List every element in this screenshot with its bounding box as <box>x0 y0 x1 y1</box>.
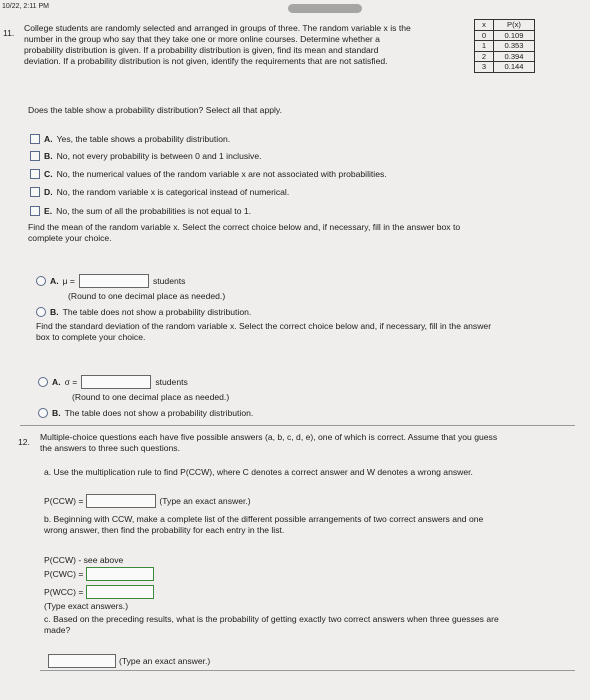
question-line: box to complete your choice. <box>36 332 146 342</box>
choice-text: No, not every probability is between 0 and 1 inclusive. <box>56 151 262 161</box>
table-cell-px: 0.394 <box>494 51 535 62</box>
redaction-blot <box>288 4 362 13</box>
exact-answer-note: (Type an exact answer.) <box>159 496 251 506</box>
q11-prompt-line: deviation. If a probability distribution is not given, identify the requirements that are not satisfied. <box>24 56 388 66</box>
table-row <box>475 41 535 52</box>
q12-part-c-text <box>44 614 574 636</box>
choice-letter: E. <box>44 206 53 216</box>
unit-label: students <box>155 377 188 387</box>
q11-part1-question: Does the table show a probability distribution? Select all that apply. <box>28 105 282 115</box>
q11-prompt-line: probability distribution is given. If a probability distribution is given, find its mean and standard <box>24 45 379 55</box>
pccw-label: P(CCW) = <box>44 496 84 506</box>
choice-letter: B. <box>44 151 53 161</box>
checkbox[interactable] <box>30 206 40 216</box>
choice-text: The table does not show a probability distribution. <box>64 408 254 418</box>
timestamp: 10/22, 2:11 PM <box>2 3 49 10</box>
part-c-line: made? <box>44 625 71 635</box>
sd-choice-a-row[interactable] <box>38 375 188 389</box>
q12-prompt-line: Multiple-choice questions each have five possible answers (a, b, c, d, e), one of which is correct. Assume that you guess <box>40 432 498 442</box>
choice-d-checkbox-row[interactable] <box>30 187 289 197</box>
choice-text: No, the numerical values of the random variable x are not associated with probabilities. <box>56 169 387 179</box>
pccw-see-above: P(CCW) - see above <box>44 555 124 565</box>
table-header-row <box>475 20 535 31</box>
round-note: (Round to one decimal place as needed.) <box>68 291 226 301</box>
q12-prompt <box>40 432 570 454</box>
table-row <box>475 30 535 41</box>
checkbox[interactable] <box>30 187 40 197</box>
sigma-symbol: σ = <box>64 377 78 387</box>
choice-letter: A. <box>52 377 61 387</box>
pccw-input[interactable] <box>86 494 156 508</box>
q11-prompt-line: College students are randomly selected and arranged in groups of three. The random variable x is the <box>24 23 411 33</box>
choice-e-checkbox-row[interactable] <box>30 206 251 216</box>
table-cell-px: 0.144 <box>494 62 535 73</box>
pcwc-input[interactable] <box>86 567 154 581</box>
choice-c-checkbox-row[interactable] <box>30 169 387 179</box>
unit-label: students <box>152 276 186 286</box>
radio-button[interactable] <box>38 377 48 387</box>
table-cell-x: 2 <box>475 51 494 62</box>
table-cell-x: 1 <box>475 41 494 52</box>
q12-prompt-line: the answers to three such questions. <box>40 443 180 453</box>
pccw-row <box>44 494 251 508</box>
part-c-line: c. Based on the preceding results, what is the probability of getting exactly two correct answers when three guesses are <box>44 614 499 624</box>
q11-number: 11. <box>3 28 15 38</box>
question-line: Find the mean of the random variable x. Select the correct choice below and, if necessary, fill in the answer box to <box>28 222 461 232</box>
checkbox[interactable] <box>30 169 40 179</box>
choice-text: No, the random variable x is categorical instead of numerical. <box>56 187 290 197</box>
q12-part-a-text: a. Use the multiplication rule to find P(CCW), where C denotes a correct answer and W denotes a wrong answer. <box>44 467 473 477</box>
choice-text: Yes, the table shows a probability distribution. <box>56 134 231 144</box>
part-b-line: b. Beginning with CCW, make a complete list of the different possible arrangements of two correct answers and one <box>44 514 484 524</box>
sd-input[interactable] <box>81 375 151 389</box>
q11-prompt <box>24 23 474 67</box>
choice-letter: D. <box>44 187 53 197</box>
table-row <box>475 62 535 73</box>
divider <box>40 670 575 671</box>
pcwc-row <box>44 567 154 581</box>
table-header-x: x <box>475 20 494 31</box>
probability-table <box>474 19 535 73</box>
divider <box>20 425 575 426</box>
table-header-px: P(x) <box>494 20 535 31</box>
part-c-answer-row <box>48 654 210 668</box>
table-cell-x: 3 <box>475 62 494 73</box>
mu-symbol: μ = <box>62 276 75 286</box>
radio-button[interactable] <box>38 408 48 418</box>
choice-a-checkbox-row[interactable] <box>30 134 230 144</box>
radio-button[interactable] <box>36 276 46 286</box>
choice-letter: A. <box>44 134 53 144</box>
mean-choice-b-row[interactable] <box>36 307 251 317</box>
q12-part-b-text <box>44 514 574 536</box>
question-line: complete your choice. <box>28 233 112 243</box>
mean-input[interactable] <box>79 274 149 288</box>
choice-letter: A. <box>50 276 59 286</box>
sd-choice-b-row[interactable] <box>38 408 253 418</box>
pcwc-label: P(CWC) = <box>44 569 84 579</box>
mean-choice-a-row[interactable] <box>36 274 185 288</box>
choice-letter: B. <box>50 307 59 317</box>
part-b-line: wrong answer, then find the probability for each entry in the list. <box>44 525 285 535</box>
pwcc-input[interactable] <box>86 585 154 599</box>
checkbox[interactable] <box>30 134 40 144</box>
q11-part3-question <box>36 321 576 343</box>
exact-answer-note: (Type an exact answer.) <box>119 656 211 666</box>
q11-prompt-line: number in the group who say that they take one or more online courses. Determine whether a <box>24 34 380 44</box>
exact-answers-note: (Type exact answers.) <box>44 601 129 611</box>
table-cell-x: 0 <box>475 30 494 41</box>
checkbox[interactable] <box>30 151 40 161</box>
choice-text: No, the sum of all the probabilities is not equal to 1. <box>56 206 252 216</box>
choice-letter: B. <box>52 408 61 418</box>
round-note: (Round to one decimal place as needed.) <box>72 392 230 402</box>
pwcc-row <box>44 585 154 599</box>
pwcc-label: P(WCC) = <box>44 587 84 597</box>
q11-part2-question <box>28 222 568 244</box>
part-c-input[interactable] <box>48 654 116 668</box>
choice-letter: C. <box>44 169 53 179</box>
choice-b-checkbox-row[interactable] <box>30 151 262 161</box>
choice-text: The table does not show a probability distribution. <box>62 307 252 317</box>
table-cell-px: 0.109 <box>494 30 535 41</box>
radio-button[interactable] <box>36 307 46 317</box>
table-row <box>475 51 535 62</box>
question-line: Find the standard deviation of the random variable x. Select the correct choice below and, if necessary, fill in the answer <box>36 321 492 331</box>
q12-number: 12. <box>18 437 30 447</box>
table-cell-px: 0.353 <box>494 41 535 52</box>
